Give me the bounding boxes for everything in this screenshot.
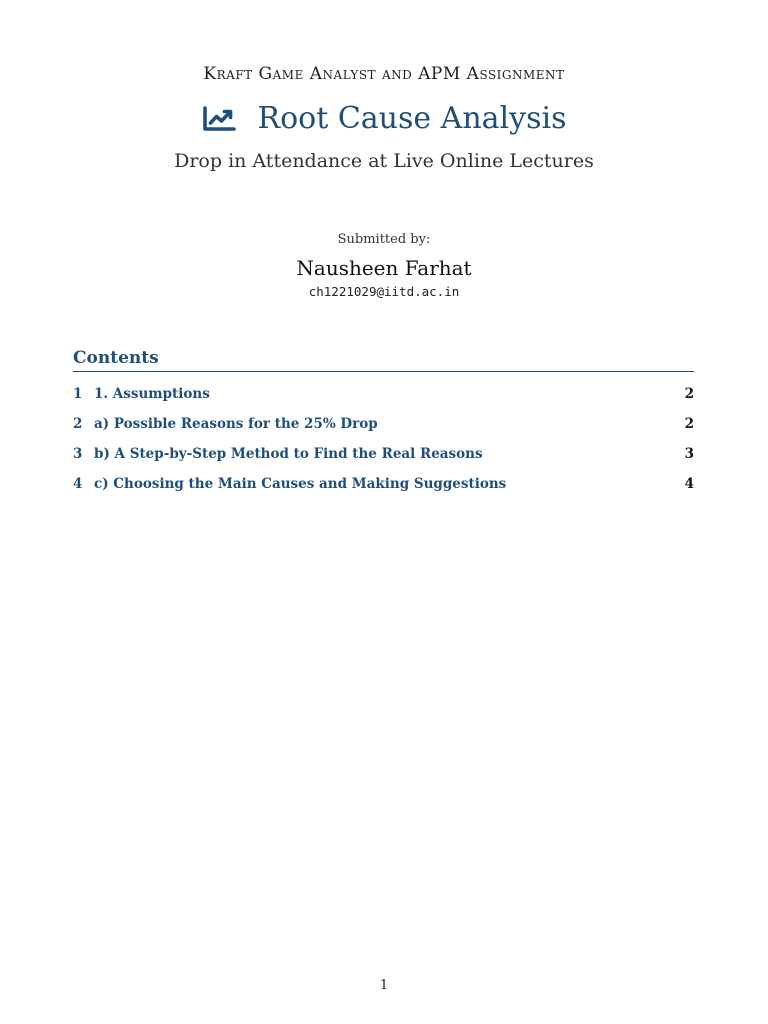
page-number: 1 [379, 978, 389, 993]
toc-entry[interactable] [73, 444, 694, 474]
toc-entry-title[interactable]: 1. Assumptions [94, 386, 210, 402]
toc-entry[interactable] [73, 384, 694, 414]
toc-entry-number: 4 [73, 476, 83, 492]
toc-entry-page[interactable]: 2 [684, 416, 694, 432]
course-line: Kraft Game Analyst and APM Assignment [203, 64, 565, 84]
line-chart-icon [202, 106, 236, 132]
toc-entry-page[interactable]: 2 [684, 386, 694, 402]
toc-entry-title[interactable]: a) Possible Reasons for the 25% Drop [94, 416, 378, 432]
toc-entry-number: 3 [73, 446, 83, 462]
toc-entry-number: 1 [73, 386, 83, 402]
toc-entry[interactable] [73, 474, 694, 504]
toc-entry-page[interactable]: 3 [684, 446, 694, 462]
page-subtitle: Drop in Attendance at Live Online Lectures [174, 150, 594, 172]
contents-heading: Contents [73, 348, 159, 368]
toc-entry[interactable] [73, 414, 694, 444]
page-title: Root Cause Analysis [257, 101, 567, 136]
contents-divider [73, 371, 694, 372]
toc-entry-page[interactable]: 4 [684, 476, 694, 492]
toc-entry-title[interactable]: c) Choosing the Main Causes and Making Suggestions [94, 476, 507, 492]
author-email: ch1221029@iitd.ac.in [308, 284, 460, 299]
title-row [0, 101, 768, 136]
author-name: Nausheen Farhat [296, 256, 472, 280]
toc-entry-title[interactable]: b) A Step-by-Step Method to Find the Real Reasons [94, 446, 483, 462]
table-of-contents [73, 384, 694, 504]
submitted-by-label: Submitted by: [337, 232, 431, 247]
toc-entry-number: 2 [73, 416, 83, 432]
